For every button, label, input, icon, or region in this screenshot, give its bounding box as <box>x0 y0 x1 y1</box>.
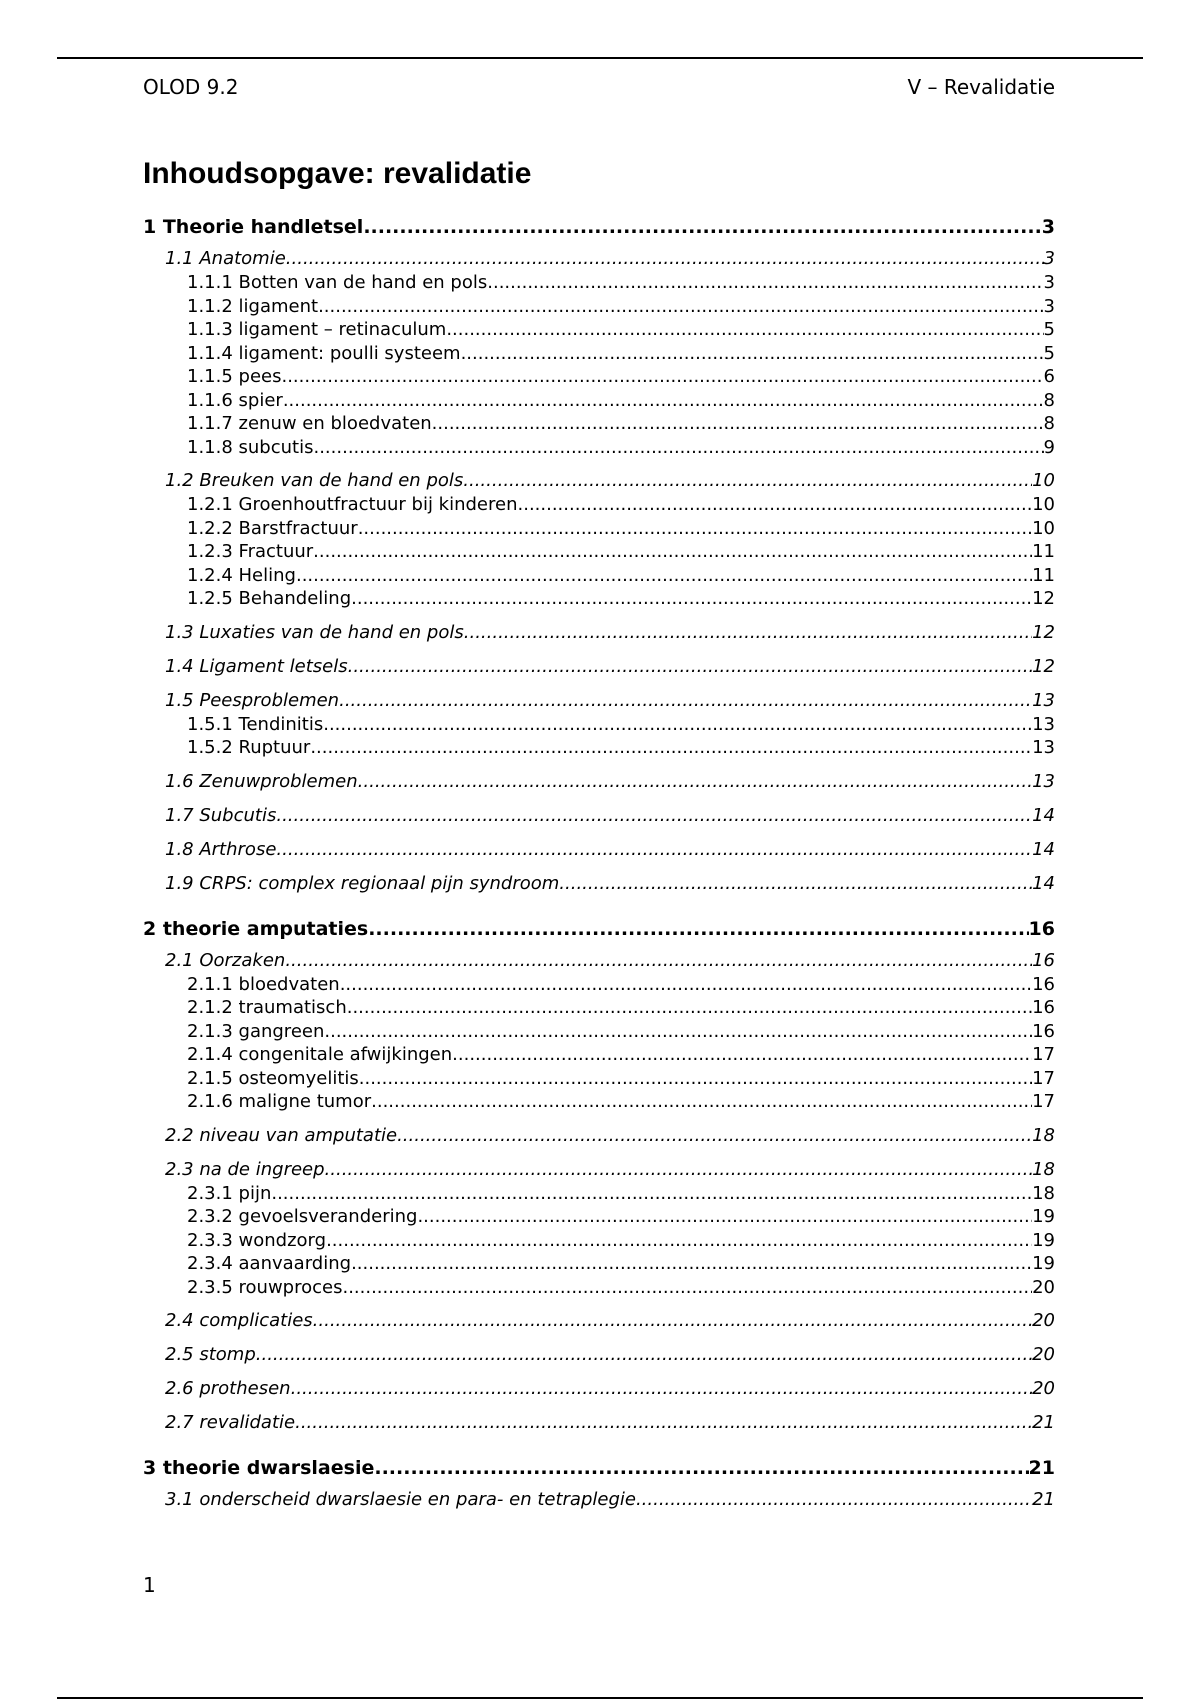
toc-dot-leader <box>368 916 1028 942</box>
toc-entry-page: 20 <box>1032 1276 1055 1298</box>
toc-entry-page: 12 <box>1032 655 1055 677</box>
toc-dot-leader <box>296 564 1032 588</box>
toc-entry-level-3[interactable] <box>143 295 1055 319</box>
toc-entry-level-3[interactable] <box>143 996 1055 1020</box>
toc-dot-leader <box>324 1020 1032 1044</box>
toc-entry-title: 1.2.3 Fractuur <box>187 541 314 562</box>
toc-entry-title: 1.2.1 Groenhoutfractuur bij kinderen <box>187 494 518 515</box>
toc-entry-page: 20 <box>1032 1344 1055 1365</box>
toc-entry-level-2[interactable] <box>143 1343 1055 1367</box>
toc-entry-level-3[interactable] <box>143 342 1055 366</box>
toc-entry-level-2[interactable] <box>143 1124 1055 1148</box>
toc-dot-leader <box>636 1488 1032 1512</box>
toc-entry-level-3[interactable] <box>143 1276 1055 1300</box>
toc-entry-page: 18 <box>1032 1158 1055 1180</box>
toc-entry-page: 10 <box>1032 517 1055 539</box>
toc-dot-leader <box>283 389 1044 413</box>
toc-entry-page: 14 <box>1032 838 1055 860</box>
toc-dot-leader <box>256 1343 1032 1367</box>
toc-entry-title: 2.3.2 gevoelsverandering <box>187 1206 418 1227</box>
toc-dot-leader <box>339 689 1032 713</box>
toc-entry-title: 1.1.4 ligament: poulli systeem <box>187 342 461 364</box>
toc-entry-title: 2.7 revalidatie <box>165 1412 296 1433</box>
toc-entry-page: 17 <box>1032 1091 1055 1112</box>
toc-entry-level-3[interactable] <box>143 1020 1055 1044</box>
toc-entry-level-2[interactable] <box>143 804 1055 828</box>
toc-entry-title: 2.1.6 maligne tumor <box>187 1091 372 1112</box>
toc-entry-title: 1.4 Ligament letsels <box>165 655 348 677</box>
page-header <box>143 74 1055 100</box>
header-course-code: OLOD 9.2 <box>143 75 239 99</box>
toc-entry-level-3[interactable] <box>143 1090 1055 1114</box>
footer-rule <box>57 1697 1143 1699</box>
toc-dot-leader <box>276 804 1032 828</box>
toc-entry-level-3[interactable] <box>143 973 1055 997</box>
toc-entry-title: 2.3 na de ingreep <box>165 1158 325 1180</box>
toc-entry-page: 3 <box>1043 295 1055 317</box>
toc-entry-page: 6 <box>1043 366 1055 387</box>
toc-entry-level-3[interactable] <box>143 587 1055 611</box>
toc-entry-title: 2.3.1 pijn <box>187 1182 272 1204</box>
toc-dot-leader <box>276 838 1032 862</box>
toc-entry-title: 1.5.1 Tendinitis <box>187 713 324 735</box>
toc-dot-leader <box>446 318 1043 342</box>
toc-entry-page: 8 <box>1043 389 1055 411</box>
toc-entry-level-2[interactable] <box>143 1488 1055 1512</box>
toc-entry-title: 2.5 stomp <box>165 1344 256 1365</box>
toc-dot-leader <box>452 1043 1032 1067</box>
toc-entry-level-1[interactable] <box>143 916 1055 942</box>
toc-entry-page: 17 <box>1032 1044 1055 1065</box>
toc-entry-page: 3 <box>1043 248 1055 269</box>
toc-entry-title: 2 theorie amputaties <box>143 917 369 940</box>
toc-entry-page: 21 <box>1028 1457 1055 1479</box>
toc-dot-leader <box>359 1067 1032 1091</box>
toc-entry-title: 2.1 Oorzaken <box>165 949 286 971</box>
toc-entry-page: 11 <box>1032 564 1055 586</box>
table-of-contents <box>143 214 1055 1512</box>
toc-entry-level-2[interactable] <box>143 1411 1055 1435</box>
toc-entry-title: 2.2 niveau van amputatie <box>165 1124 398 1146</box>
toc-entry-level-3[interactable] <box>143 1229 1055 1253</box>
toc-entry-page: 21 <box>1032 1489 1055 1510</box>
toc-entry-level-2[interactable] <box>143 838 1055 862</box>
toc-dot-leader <box>342 1276 1032 1300</box>
toc-dot-leader <box>461 342 1044 366</box>
toc-entry-page: 3 <box>1041 216 1055 238</box>
toc-dot-leader <box>313 540 1032 564</box>
toc-entry-title: 2.1.1 bloedvaten <box>187 973 340 995</box>
toc-dot-leader <box>371 1090 1032 1114</box>
toc-entry-level-2[interactable] <box>143 872 1055 896</box>
toc-entry-page: 19 <box>1032 1229 1055 1251</box>
toc-entry-page: 21 <box>1032 1412 1055 1433</box>
toc-entry-page: 11 <box>1032 541 1055 562</box>
toc-dot-leader <box>487 271 1043 295</box>
toc-dot-leader <box>463 469 1032 493</box>
toc-entry-title: 1.1.1 Botten van de hand en pols <box>187 272 488 293</box>
toc-entry-level-3[interactable] <box>143 365 1055 389</box>
toc-entry-title: 1.5 Peesproblemen <box>165 689 340 711</box>
toc-entry-level-3[interactable] <box>143 564 1055 588</box>
toc-entry-page: 20 <box>1032 1378 1055 1399</box>
toc-entry-title: 1.1.8 subcutis <box>187 436 314 458</box>
toc-entry-level-2[interactable] <box>143 655 1055 679</box>
toc-entry-title: 1.3 Luxaties van de hand en pols <box>165 621 464 643</box>
toc-entry-level-3[interactable] <box>143 1252 1055 1276</box>
toc-entry-level-1[interactable] <box>143 214 1055 240</box>
toc-dot-leader <box>310 736 1032 760</box>
toc-dot-leader <box>432 412 1044 436</box>
toc-dot-leader <box>318 295 1043 319</box>
toc-entry-page: 16 <box>1032 949 1055 971</box>
toc-entry-title: 1.1 Anatomie <box>165 248 286 269</box>
toc-entry-page: 10 <box>1032 470 1055 491</box>
toc-entry-page: 16 <box>1032 973 1055 995</box>
toc-entry-title: 2.3.3 wondzorg <box>187 1229 327 1251</box>
toc-entry-level-3[interactable] <box>143 436 1055 460</box>
toc-entry-level-3[interactable] <box>143 517 1055 541</box>
toc-entry-title: 2.6 prothesen <box>165 1378 291 1399</box>
toc-entry-title: 2.1.3 gangreen <box>187 1020 325 1042</box>
toc-entry-title: 1.8 Arthrose <box>165 838 277 860</box>
toc-dot-leader <box>363 214 1041 240</box>
toc-entry-level-3[interactable] <box>143 318 1055 342</box>
toc-entry-page: 9 <box>1043 436 1055 458</box>
toc-dot-leader <box>286 247 1044 271</box>
toc-dot-leader <box>295 1411 1032 1435</box>
toc-entry-page: 13 <box>1032 713 1055 735</box>
toc-entry-title: 1.5.2 Ruptuur <box>187 737 311 758</box>
toc-entry-page: 13 <box>1032 770 1055 792</box>
page-title: Inhoudsopgave: revalidatie <box>143 157 532 190</box>
toc-entry-level-3[interactable] <box>143 540 1055 564</box>
toc-entry-page: 18 <box>1032 1182 1055 1204</box>
toc-dot-leader <box>518 493 1033 517</box>
toc-dot-leader <box>271 1182 1032 1206</box>
toc-entry-title: 1.6 Zenuwproblemen <box>165 770 358 792</box>
header-section-title: V – Revalidatie <box>907 75 1055 99</box>
toc-dot-leader <box>325 1158 1033 1182</box>
toc-entry-page: 13 <box>1032 689 1055 711</box>
toc-entry-title: 1.7 Subcutis <box>165 804 277 826</box>
toc-dot-leader <box>374 1455 1028 1481</box>
toc-entry-level-3[interactable] <box>143 271 1055 295</box>
toc-entry-page: 5 <box>1043 319 1055 340</box>
toc-entry-page: 14 <box>1032 872 1055 894</box>
toc-entry-title: 2.1.2 traumatisch <box>187 997 347 1018</box>
toc-dot-leader <box>351 1252 1032 1276</box>
toc-entry-title: 1.2.5 Behandeling <box>187 588 352 609</box>
toc-dot-leader <box>340 973 1032 997</box>
toc-entry-level-2[interactable] <box>143 1377 1055 1401</box>
toc-entry-page: 17 <box>1032 1067 1055 1089</box>
toc-entry-level-3[interactable] <box>143 1182 1055 1206</box>
toc-dot-leader <box>559 872 1032 896</box>
toc-entry-title: 2.1.4 congenitale afwijkingen <box>187 1044 453 1065</box>
toc-entry-page: 8 <box>1043 413 1055 434</box>
toc-entry-title: 2.3.4 aanvaarding <box>187 1253 352 1274</box>
toc-entry-page: 19 <box>1032 1253 1055 1274</box>
toc-dot-leader <box>281 365 1043 389</box>
toc-dot-leader <box>351 587 1032 611</box>
toc-entry-title: 1.1.2 ligament <box>187 295 319 317</box>
toc-entry-page: 20 <box>1032 1310 1055 1331</box>
header-rule <box>57 57 1143 59</box>
toc-entry-page: 19 <box>1032 1206 1055 1227</box>
toc-entry-page: 10 <box>1032 494 1055 515</box>
toc-entry-level-2[interactable] <box>143 949 1055 973</box>
toc-dot-leader <box>397 1124 1032 1148</box>
toc-entry-title: 2.4 complicaties <box>165 1310 313 1331</box>
toc-entry-level-3[interactable] <box>143 389 1055 413</box>
toc-dot-leader <box>348 655 1033 679</box>
toc-entry-page: 12 <box>1032 588 1055 609</box>
toc-dot-leader <box>313 1309 1032 1333</box>
toc-entry-level-2[interactable] <box>143 689 1055 713</box>
toc-dot-leader <box>464 621 1032 645</box>
toc-entry-page: 16 <box>1032 1020 1055 1042</box>
toc-entry-title: 2.3.5 rouwproces <box>187 1276 343 1298</box>
toc-entry-level-3[interactable] <box>143 1043 1055 1067</box>
toc-entry-title: 1.1.7 zenuw en bloedvaten <box>187 413 432 434</box>
toc-entry-page: 3 <box>1043 272 1055 293</box>
toc-dot-leader <box>285 949 1032 973</box>
toc-entry-level-2[interactable] <box>143 1309 1055 1333</box>
toc-entry-title: 1.2.2 Barstfractuur <box>187 517 358 539</box>
toc-entry-page: 18 <box>1032 1124 1055 1146</box>
toc-entry-level-3[interactable] <box>143 493 1055 517</box>
toc-dot-leader <box>358 770 1032 794</box>
toc-dot-leader <box>291 1377 1033 1401</box>
toc-entry-level-3[interactable] <box>143 1067 1055 1091</box>
toc-entry-page: 5 <box>1043 342 1055 364</box>
toc-entry-title: 3.1 onderscheid dwarslaesie en para- en tetraplegie <box>165 1489 636 1510</box>
page-number: 1 <box>143 1573 156 1597</box>
toc-entry-title: 1.1.3 ligament – retinaculum <box>187 319 447 340</box>
toc-entry-level-3[interactable] <box>143 713 1055 737</box>
toc-entry-title: 1.1.6 spier <box>187 389 283 411</box>
toc-entry-level-3[interactable] <box>143 736 1055 760</box>
toc-entry-title: 1.9 CRPS: complex regionaal pijn syndroom <box>165 872 560 894</box>
toc-entry-title: 3 theorie dwarslaesie <box>143 1457 375 1479</box>
toc-dot-leader <box>347 996 1032 1020</box>
toc-dot-leader <box>313 436 1043 460</box>
toc-entry-level-2[interactable] <box>143 469 1055 493</box>
toc-entry-title: 2.1.5 osteomyelitis <box>187 1067 359 1089</box>
toc-entry-page: 13 <box>1032 737 1055 758</box>
toc-dot-leader <box>358 517 1032 541</box>
toc-dot-leader <box>323 713 1032 737</box>
toc-entry-page: 14 <box>1032 804 1055 826</box>
toc-entry-title: 1.2 Breuken van de hand en pols <box>165 470 464 491</box>
toc-entry-title: 1.2.4 Heling <box>187 564 296 586</box>
toc-entry-level-2[interactable] <box>143 247 1055 271</box>
toc-dot-leader <box>417 1205 1032 1229</box>
toc-entry-level-3[interactable] <box>143 412 1055 436</box>
toc-entry-level-2[interactable] <box>143 621 1055 645</box>
toc-entry-page: 16 <box>1028 917 1055 940</box>
toc-entry-level-1[interactable] <box>143 1455 1055 1481</box>
toc-entry-level-2[interactable] <box>143 770 1055 794</box>
toc-entry-level-2[interactable] <box>143 1158 1055 1182</box>
toc-dot-leader <box>326 1229 1032 1253</box>
toc-entry-title: 1.1.5 pees <box>187 366 282 387</box>
toc-entry-title: 1 Theorie handletsel <box>143 216 364 238</box>
toc-entry-page: 16 <box>1032 997 1055 1018</box>
toc-entry-level-3[interactable] <box>143 1205 1055 1229</box>
toc-entry-page: 12 <box>1032 621 1055 643</box>
